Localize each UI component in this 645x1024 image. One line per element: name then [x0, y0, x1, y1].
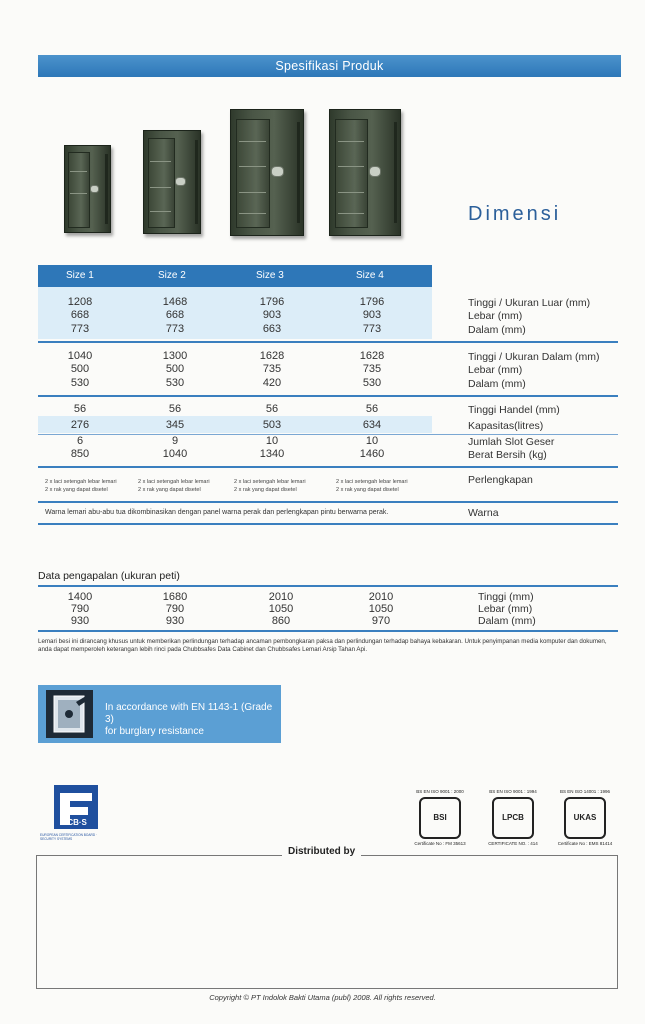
- table-cell: 850: [70, 448, 90, 460]
- row-label: Tinggi (mm): [478, 591, 534, 603]
- row-label: Lebar (mm): [468, 310, 523, 322]
- table-cell: 1680: [162, 591, 188, 603]
- table-cell: 276: [70, 419, 90, 431]
- perlengkapan-size-2: 2 x laci setengah lebar lemari 2 x rak yang dapat disetel: [138, 479, 210, 493]
- divider: [38, 434, 618, 435]
- table-cell: 930: [70, 615, 90, 627]
- table-cell: 56: [73, 403, 87, 415]
- table-cell: 1050: [268, 603, 294, 615]
- table-cell: 530: [165, 377, 185, 389]
- table-cell: 1300: [162, 350, 188, 362]
- ukas-badge-icon: UKAS: [564, 797, 606, 839]
- ecbs-caption: EUROPEAN CERTIFICATION BOARD · SECURITY SYSTEMS: [40, 833, 98, 841]
- table-cell: 790: [165, 603, 185, 615]
- bsi-badge-icon: BSI: [419, 797, 461, 839]
- table-cell: 1040: [67, 350, 93, 362]
- lpcb-badge-icon: LPCB: [492, 797, 534, 839]
- table-cell: 1050: [368, 603, 394, 615]
- size-table-header: [38, 265, 432, 287]
- safe-size-4-image: [329, 109, 401, 236]
- table-cell: 773: [362, 323, 382, 335]
- table-cell: 9: [171, 435, 179, 447]
- table-cell: 1628: [259, 350, 285, 362]
- divider: [38, 585, 618, 587]
- table-cell: 1628: [359, 350, 385, 362]
- cert-iso-9001-1994: [481, 789, 545, 846]
- table-cell: 56: [365, 403, 379, 415]
- row-label: Kapasitas(litres): [468, 420, 544, 432]
- cert-footer: Certificate No : FM 35613: [414, 841, 466, 846]
- table-cell: 1340: [259, 448, 285, 460]
- en-standard-line2: for burglary resistance: [105, 726, 204, 737]
- table-cell: 735: [362, 363, 382, 375]
- cert-iso-9001-2000: [408, 789, 472, 846]
- row-label: Dalam (mm): [468, 324, 526, 336]
- table-cell: 500: [70, 363, 90, 375]
- table-cell: 903: [362, 309, 382, 321]
- row-label: Lebar (mm): [478, 603, 533, 615]
- table-cell: 1796: [259, 296, 285, 308]
- safe-size-1-image: [64, 145, 111, 233]
- divider: [38, 501, 618, 503]
- divider: [38, 395, 618, 397]
- table-cell: 663: [262, 323, 282, 335]
- table-cell: 668: [165, 309, 185, 321]
- cert-footer: Certificate No : EMS 81414: [557, 841, 613, 846]
- table-cell: 1040: [162, 448, 188, 460]
- table-cell: 56: [168, 403, 182, 415]
- distributed-by-label: Distributed by: [282, 846, 361, 857]
- row-label: Berat Bersih (kg): [468, 449, 547, 461]
- row-label: Tinggi / Ukuran Luar (mm): [468, 297, 591, 309]
- warna-text: Warna lemari abu-abu tua dikombinasikan dengan panel warna perak dan perlengkapan pintu berwarna perak.: [45, 509, 389, 516]
- size-3-header: Size 3: [256, 270, 284, 281]
- table-cell: 530: [362, 377, 382, 389]
- shipping-title: Data pengapalan (ukuran peti): [38, 570, 180, 582]
- divider: [38, 341, 618, 343]
- safe-size-3-image: [230, 109, 304, 236]
- divider: [38, 466, 618, 468]
- cert-iso-14001: [553, 789, 617, 846]
- table-cell: 668: [70, 309, 90, 321]
- table-cell: 500: [165, 363, 185, 375]
- en-standard-text: [105, 702, 281, 738]
- dimensi-heading: Dimensi: [468, 203, 562, 225]
- table-cell: 773: [70, 323, 90, 335]
- page-header-bar: [38, 55, 621, 77]
- cert-title: BS EN ISO 14001 : 1996: [559, 789, 611, 794]
- table-cell: 1796: [359, 296, 385, 308]
- table-cell: 860: [271, 615, 291, 627]
- divider: [38, 523, 618, 525]
- en-standard-box: [38, 685, 281, 743]
- distributor-box: [36, 855, 618, 989]
- warna-label: Warna: [468, 507, 499, 519]
- row-label: Tinggi / Ukuran Dalam (mm): [468, 351, 600, 363]
- copyright-text: Copyright © PT Indolok Bakti Utama (publ) 2008. All rights reserved.: [209, 993, 436, 1002]
- ecbs-mark-text: ECB·S: [62, 818, 87, 827]
- perlengkapan-size-3: 2 x laci setengah lebar lemari 2 x rak yang dapat disetel: [234, 479, 306, 493]
- table-cell: 735: [262, 363, 282, 375]
- table-cell: 1208: [67, 296, 93, 308]
- row-label: Dalam (mm): [468, 378, 526, 390]
- table-cell: 10: [365, 435, 379, 447]
- table-cell: 773: [165, 323, 185, 335]
- table-cell: 2010: [268, 591, 294, 603]
- table-cell: 420: [262, 377, 282, 389]
- row-label: Tinggi Handel (mm): [468, 404, 560, 416]
- table-cell: 1460: [359, 448, 385, 460]
- perlengkapan-size-1: 2 x laci setengah lebar lemari 2 x rak yang dapat disetel: [45, 479, 117, 493]
- cert-footer: CERTIFICATE NO. : 414: [488, 841, 538, 846]
- row-label: Jumlah Slot Geser: [468, 436, 555, 448]
- safe-icon: [46, 690, 93, 738]
- divider: [38, 630, 618, 632]
- table-cell: 10: [265, 435, 279, 447]
- safe-size-2-image: [143, 130, 201, 234]
- table-cell: 970: [371, 615, 391, 627]
- table-cell: 790: [70, 603, 90, 615]
- cert-title: BS EN ISO 9001 : 1994: [489, 789, 537, 794]
- table-cell: 903: [262, 309, 282, 321]
- ecbs-logo: [40, 785, 110, 845]
- description-paragraph: Lemari besi ini dirancang khusus untuk memberikan perlindungan terhadap ancaman pembongkaran paksa dan perlindungan terhadap bahaya kebakaran. Untuk penyimpanan media komputer dan dokumen, anda dapat memperoleh keterangan lebih rinci pada Chubbsafes Data Cabinet dan Chubbsafes Lemari Arsip Tahan Api.: [38, 638, 607, 653]
- size-1-header: Size 1: [66, 270, 94, 281]
- en-standard-line1: In accordance with EN 1143-1 (Grade 3): [105, 702, 273, 725]
- table-cell: 345: [165, 419, 185, 431]
- table-cell: 634: [362, 419, 382, 431]
- size-2-header: Size 2: [158, 270, 186, 281]
- cert-title: BS EN ISO 9001 : 2000: [416, 789, 464, 794]
- table-cell: 6: [76, 435, 84, 447]
- table-cell: 530: [70, 377, 90, 389]
- table-cell: 56: [265, 403, 279, 415]
- page-title: Spesifikasi Produk: [275, 59, 384, 73]
- perlengkapan-size-4: 2 x laci setengah lebar lemari 2 x rak yang dapat disetel: [336, 479, 408, 493]
- size-4-header: Size 4: [356, 270, 384, 281]
- table-cell: 503: [262, 419, 282, 431]
- perlengkapan-label: Perlengkapan: [468, 474, 533, 486]
- table-cell: 1468: [162, 296, 188, 308]
- table-cell: 2010: [368, 591, 394, 603]
- table-cell: 1400: [67, 591, 93, 603]
- row-label: Dalam (mm): [478, 615, 536, 627]
- row-label: Lebar (mm): [468, 364, 523, 376]
- table-cell: 930: [165, 615, 185, 627]
